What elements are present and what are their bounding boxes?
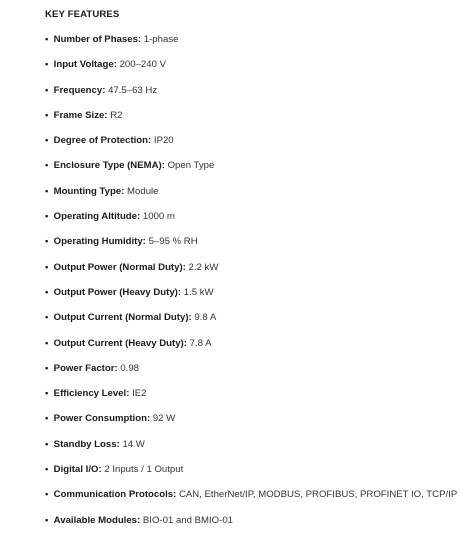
feature-label: Operating Altitude: xyxy=(53,211,141,223)
feature-label: Digital I/O: xyxy=(53,464,102,476)
feature-value: 7.8 A xyxy=(189,337,212,349)
feature-list xyxy=(45,34,457,540)
feature-value: 0.98 xyxy=(120,362,140,374)
feature-item xyxy=(45,413,457,438)
feature-value: 92 W xyxy=(152,413,176,425)
feature-label: Mounting Type: xyxy=(53,185,125,197)
feature-item xyxy=(45,464,457,489)
feature-label: Power Factor: xyxy=(53,362,118,374)
feature-value: 1000 m xyxy=(142,211,175,223)
feature-item xyxy=(45,236,457,261)
feature-item xyxy=(45,515,457,540)
feature-item xyxy=(45,34,457,59)
bullet: • xyxy=(45,160,49,172)
feature-value: Module xyxy=(127,185,159,197)
feature-item xyxy=(45,338,457,363)
feature-label: Degree of Protection: xyxy=(53,135,152,147)
feature-item xyxy=(45,363,457,388)
feature-item xyxy=(45,388,457,413)
feature-value: 9.8 A xyxy=(194,312,217,324)
feature-label: Communication Protocols: xyxy=(53,489,177,501)
bullet: • xyxy=(45,362,49,374)
bullet: • xyxy=(45,236,49,248)
feature-label: Input Voltage: xyxy=(53,59,117,71)
feature-item xyxy=(45,312,457,337)
feature-label: Operating Humidity: xyxy=(53,236,146,248)
bullet: • xyxy=(45,514,49,526)
feature-item xyxy=(45,59,457,84)
feature-label: Output Current (Heavy Duty): xyxy=(53,337,187,349)
bullet: • xyxy=(45,135,49,147)
bullet: • xyxy=(45,438,49,450)
feature-label: Output Current (Normal Duty): xyxy=(53,312,192,324)
feature-value: IE2 xyxy=(132,388,147,400)
bullet: • xyxy=(45,286,49,298)
feature-item xyxy=(45,85,457,110)
feature-label: Frequency: xyxy=(53,84,106,96)
feature-value: 14 W xyxy=(122,438,145,450)
feature-value: R2 xyxy=(110,109,123,121)
feature-label: Output Power (Normal Duty): xyxy=(53,261,186,273)
feature-label: Standby Loss: xyxy=(53,438,120,450)
feature-item xyxy=(45,262,457,287)
feature-label: Available Modules: xyxy=(53,514,141,526)
feature-item xyxy=(45,186,457,211)
bullet: • xyxy=(45,185,49,197)
bullet: • xyxy=(45,464,49,476)
feature-value: Open Type xyxy=(167,160,215,172)
feature-value: 1-phase xyxy=(143,34,179,45)
feature-item xyxy=(45,439,457,464)
feature-value: 5–95 % RH xyxy=(148,236,198,248)
feature-value: IP20 xyxy=(153,135,174,147)
bullet: • xyxy=(45,489,49,501)
feature-label: Frame Size: xyxy=(53,109,108,121)
section-heading: KEY FEATURES xyxy=(45,9,120,20)
bullet: • xyxy=(45,312,49,324)
bullet: • xyxy=(45,413,49,425)
feature-label: Enclosure Type (NEMA): xyxy=(53,160,165,172)
feature-value: 47.5–63 Hz xyxy=(108,84,158,96)
bullet: • xyxy=(45,84,49,96)
feature-label: Power Consumption: xyxy=(53,413,151,425)
feature-value: CAN, EtherNet/IP, MODBUS, PROFIBUS, PROFINET IO, TCP/IP xyxy=(178,489,458,501)
bullet: • xyxy=(45,34,49,45)
bullet: • xyxy=(45,337,49,349)
feature-item xyxy=(45,489,457,514)
feature-value: 2.2 kW xyxy=(188,261,219,273)
bullet: • xyxy=(45,211,49,223)
feature-value: 200–240 V xyxy=(119,59,167,71)
feature-item xyxy=(45,211,457,236)
bullet: • xyxy=(45,388,49,400)
bullet: • xyxy=(45,261,49,273)
feature-label: Output Power (Heavy Duty): xyxy=(53,286,182,298)
feature-label: Efficiency Level: xyxy=(53,388,130,400)
feature-item xyxy=(45,160,457,185)
feature-item xyxy=(45,110,457,135)
feature-value: 1.5 kW xyxy=(183,286,214,298)
feature-item xyxy=(45,135,457,160)
bullet: • xyxy=(45,59,49,71)
bullet: • xyxy=(45,109,49,121)
feature-label: Number of Phases: xyxy=(53,34,142,45)
feature-value: 2 Inputs / 1 Output xyxy=(104,464,184,476)
feature-value: BIO-01 and BMIO-01 xyxy=(142,514,234,526)
feature-item xyxy=(45,287,457,312)
